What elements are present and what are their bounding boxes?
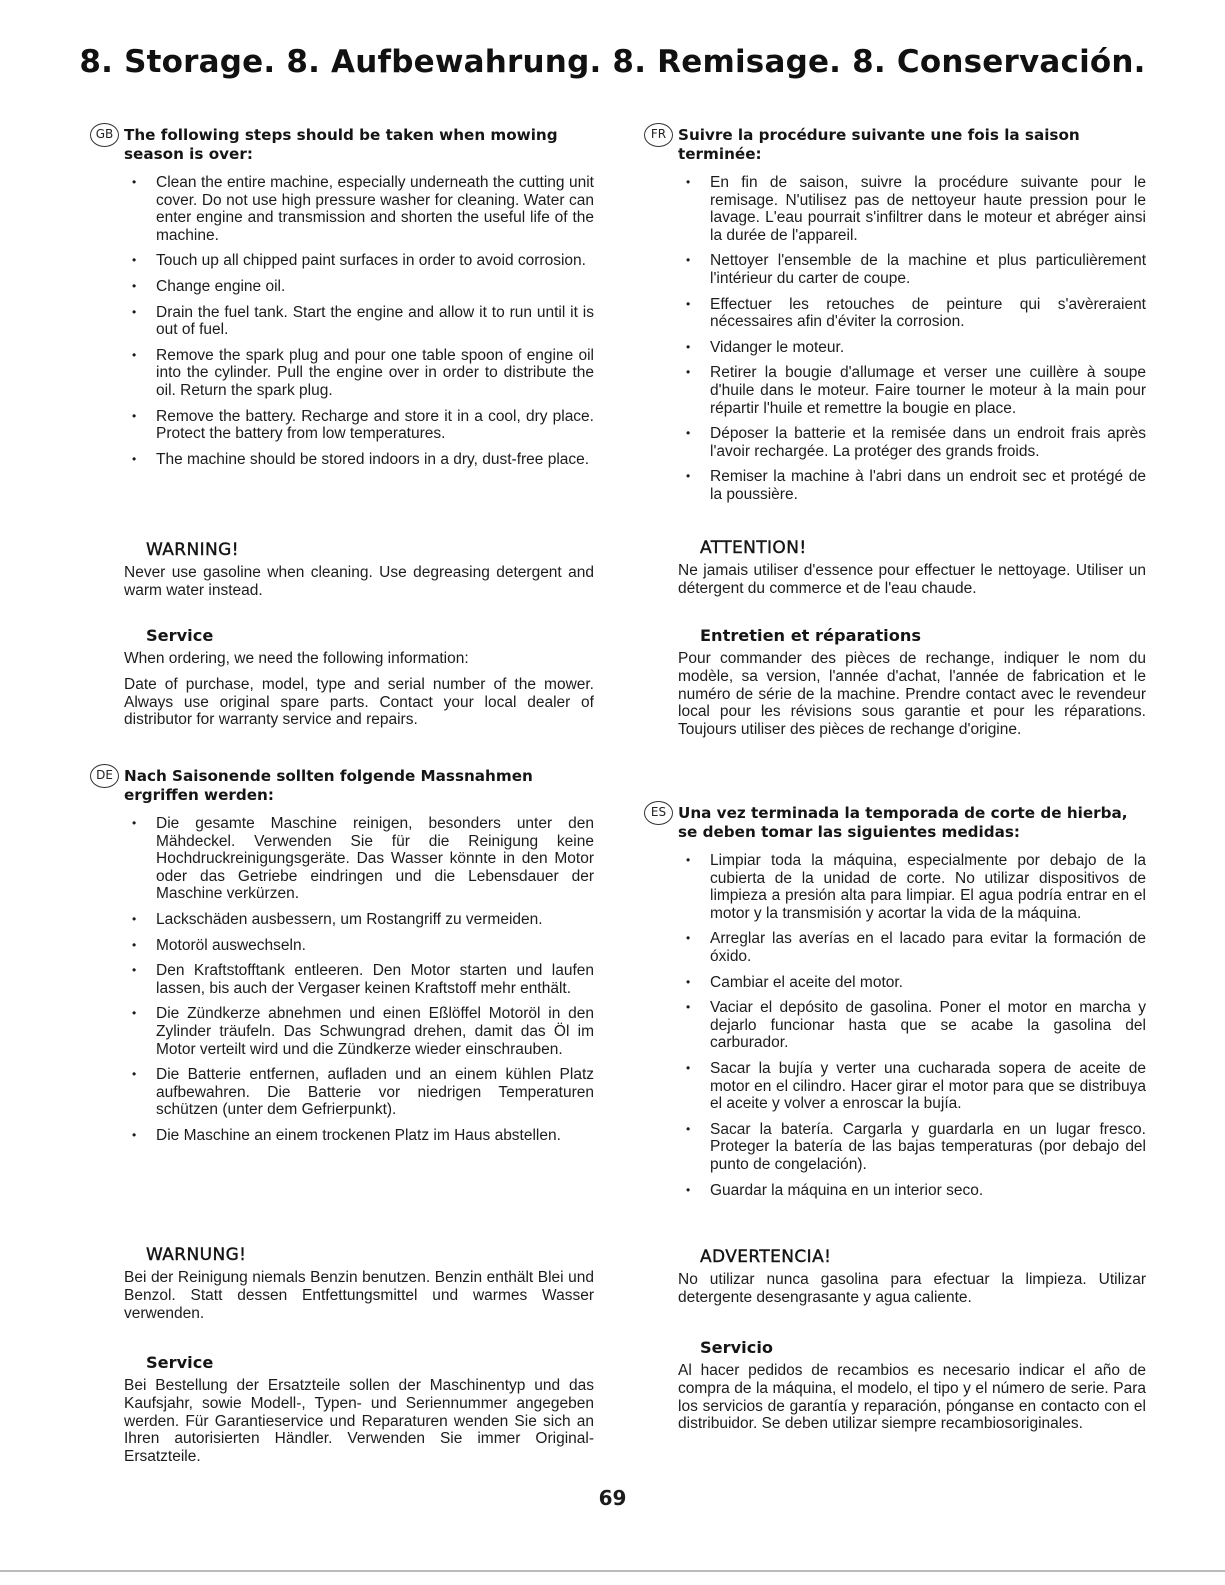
fr-step-1: • En fin de saison, suivre la procédure suivante pour le remisage. N'utilisez pas de nettoyeur haute pression pour le lavage. L'eau pourrait s'infiltrer dans le moteur et abréger ainsi la durée de l'appareil.: [686, 174, 1146, 244]
es-steps-list: [686, 852, 1146, 1199]
de-warning-title: WARNUNG!: [146, 1245, 247, 1265]
gb-service-block: [124, 626, 594, 737]
page-title: 8. Storage. 8. Aufbewahrung. 8. Remisage. 8. Conservación.: [79, 44, 1146, 80]
fr-step-5: • Retirer la bougie d'allumage et verser une cuillère à soupe d'huile dans le moteur. Faire tourner le moteur à la main pour répartir l'huile et remettre la bougie en place.: [686, 364, 1146, 417]
gb-step-2: • Touch up all chipped paint surfaces in order to avoid corrosion.: [132, 252, 594, 270]
fr-steps-list: [686, 174, 1146, 504]
es-language-badge: ES: [644, 801, 673, 825]
fr-step-3: • Effectuer les retouches de peinture qui s'avèreraient nécessaires afin d'éviter la corrosion.: [686, 296, 1146, 331]
gb-service-title: Service: [146, 626, 214, 645]
bottom-divider: [0, 1570, 1225, 1572]
es-service-text: Al hacer pedidos de recambios es necesario indicar el año de compra de la máquina, el modelo, el tipo y el número de serie. Para los servicios de garantía y reparación, pónganse en contacto con el distribuidor. Se deben utilizar siempre recambiosoriginales.: [678, 1362, 1146, 1433]
de-step-2: • Lackschäden ausbessern, um Rostangriff zu vermeiden.: [132, 911, 594, 929]
es-step-4: • Vaciar el depósito de gasolina. Poner el motor en marcha y dejarlo funcionar hasta que se acabe la gasolina del carburador.: [686, 999, 1146, 1052]
section-de-header: [96, 767, 594, 805]
es-step-5: • Sacar la bujía y verter una cucharada sopera de aceite de motor en el cilindro. Hacer girar el motor para que se distribuya el aceite y volver a enroscar la bujía.: [686, 1060, 1146, 1113]
fr-section-heading: Suivre la procédure suivante une fois la saison terminée:: [678, 126, 1080, 163]
gb-step-4: • Drain the fuel tank. Start the engine and allow it to run until it is out of fuel.: [132, 304, 594, 339]
de-step-6: • Die Batterie entfernen, aufladen und an einem kühlen Platz aufbewahren. Die Batterie vor niedrigen Temperaturen schützen (unter dem Gefrierpunkt).: [132, 1066, 594, 1119]
de-language-badge: DE: [90, 764, 119, 788]
de-section-heading: Nach Saisonende sollten folgende Massnahmen ergriffen werden:: [124, 767, 533, 804]
gb-warning-text: Never use gasoline when cleaning. Use degreasing detergent and warm water instead.: [124, 564, 594, 599]
de-service-title: Service: [146, 1353, 214, 1372]
gb-step-7: • The machine should be stored indoors in a dry, dust-free place.: [132, 451, 594, 469]
es-step-2: • Arreglar las averías en el lacado para evitar la formación de óxido.: [686, 930, 1146, 965]
de-step-7: • Die Maschine an einem trockenen Platz im Haus abstellen.: [132, 1127, 594, 1145]
gb-step-3: • Change engine oil.: [132, 278, 594, 296]
es-service-title: Servicio: [700, 1338, 773, 1357]
fr-warning-text: Ne jamais utiliser d'essence pour effectuer le nettoyage. Utiliser un détergent du commerce et de l'eau chaude.: [678, 562, 1146, 597]
fr-service-text: Pour commander des pièces de rechange, indiquer le nom du modèle, sa version, l'année d'achat, l'année de fabrication et le numéro de série de la machine. Prendre contact avec le revendeur local pour les révisions sous garantie et pour les réparations. Toujours utiliser des pièces de rechange d'origine.: [678, 650, 1146, 739]
fr-warning-title: ATTENTION!: [700, 538, 807, 558]
de-step-4: • Den Kraftstofftank entleeren. Den Motor starten und laufen lassen, bis auch der Vergaser keinen Kraftstoff mehr enthält.: [132, 962, 594, 997]
section-de: [96, 767, 594, 1153]
fr-language-badge: FR: [644, 123, 673, 147]
de-steps-list: [132, 815, 594, 1145]
fr-service-block: [678, 626, 1146, 747]
es-warning-title: ADVERTENCIA!: [700, 1247, 832, 1267]
es-warning-text: No utilizar nunca gasolina para efectuar la limpieza. Utilizar detergente desengrasante y agua caliente.: [678, 1271, 1146, 1306]
gb-language-badge: GB: [90, 123, 119, 147]
es-step-3: • Cambiar el aceite del motor.: [686, 974, 1146, 992]
fr-step-4: • Vidanger le moteur.: [686, 339, 1146, 357]
section-fr-header: [650, 126, 1146, 164]
gb-service-details: Date of purchase, model, type and serial number of the mower. Always use original spare parts. Contact your local dealer of distributor for warranty service and repairs.: [124, 675, 594, 729]
es-section-heading: Una vez terminada la temporada de corte de hierba, se deben tomar las siguientes medidas:: [678, 804, 1128, 841]
de-service-text: Bei Bestellung der Ersatzteile sollen der Maschinentyp und das Kaufsjahr, sowie Modell-, Typen- und Seriennummer angegeben werden. Für Garantieservice und Reparaturen wenden Sie sich an Ihren autorisierten Händler. Verwenden Sie immer Original-Ersatzteile.: [124, 1377, 594, 1466]
de-step-1: • Die gesamte Maschine reinigen, besonders unter den Mähdeckel. Verwenden Sie für die Reinigung keine Hochdruckreinigungsgeräte. Das Wasser könnte in den Motor oder das Getriebe eindringen und die Lebensdauer der Maschine verkürzen.: [132, 815, 594, 903]
gb-section-heading: The following steps should be taken when mowing season is over:: [124, 126, 558, 163]
fr-service-title: Entretien et réparations: [700, 626, 922, 645]
gb-step-6: • Remove the battery. Recharge and store it in a cool, dry place. Protect the battery from low temperatures.: [132, 408, 594, 443]
section-es-header: [650, 804, 1146, 842]
de-warning-text: Bei der Reinigung niemals Benzin benutzen. Benzin enthält Blei und Benzol. Statt dessen Entfettungsmittel und warmes Wasser verwenden.: [124, 1269, 594, 1322]
section-gb-header: [95, 126, 594, 164]
de-service-block: [124, 1353, 594, 1474]
es-warning-block: [678, 1247, 1146, 1315]
section-es: [650, 804, 1146, 1207]
es-step-1: • Limpiar toda la máquina, especialmente por debajo de la cubierta de la unidad de corte. No utilizar dispositivos de limpieza a presión alta para limpiar. El agua podría entrar en el motor y la transmisión y acortar la vida de la máquina.: [686, 852, 1146, 922]
fr-step-7: • Remiser la machine à l'abri dans un endroit sec et protégé de la poussière.: [686, 468, 1146, 503]
de-warning-block: [124, 1245, 594, 1330]
gb-warning-title: WARNING!: [146, 540, 239, 560]
es-step-6: • Sacar la batería. Cargarla y guardarla en un lugar fresco. Proteger la batería de las bajas temperaturas (por debajo del punto de congelación).: [686, 1121, 1146, 1174]
fr-warning-block: [678, 538, 1146, 606]
gb-step-1: • Clean the entire machine, especially underneath the cutting unit cover. Do not use high pressure washer for cleaning. Water can enter engine and transmission and shorten the useful life of the machine.: [132, 174, 594, 244]
de-step-3: • Motoröl auswechseln.: [132, 937, 594, 955]
section-fr: [650, 126, 1146, 512]
de-step-5: • Die Zündkerze abnehmen und einen Eßlöffel Motoröl in den Zylinder träufeln. Das Schwungrad drehen, damit das Öl im Motor verteilt wird und die Zündkerze wieder einschrauben.: [132, 1005, 594, 1058]
gb-step-5: • Remove the spark plug and pour one table spoon of engine oil into the cylinder. Pull the engine over in order to distribute the oil. Return the spark plug.: [132, 347, 594, 400]
fr-step-2: • Nettoyer l'ensemble de la machine et plus particulièrement l'intérieur du carter de coupe.: [686, 252, 1146, 287]
es-service-block: [678, 1338, 1146, 1441]
page-number: 69: [598, 1486, 627, 1510]
gb-steps-list: [132, 174, 594, 468]
es-step-7: • Guardar la máquina en un interior seco.: [686, 1182, 1146, 1200]
gb-warning-block: [124, 540, 594, 608]
section-gb: [95, 126, 594, 476]
fr-step-6: • Déposer la batterie et la remisée dans un endroit frais après l'avoir rechargée. La protéger des grands froids.: [686, 425, 1146, 460]
gb-service-intro: When ordering, we need the following information:: [124, 650, 469, 667]
